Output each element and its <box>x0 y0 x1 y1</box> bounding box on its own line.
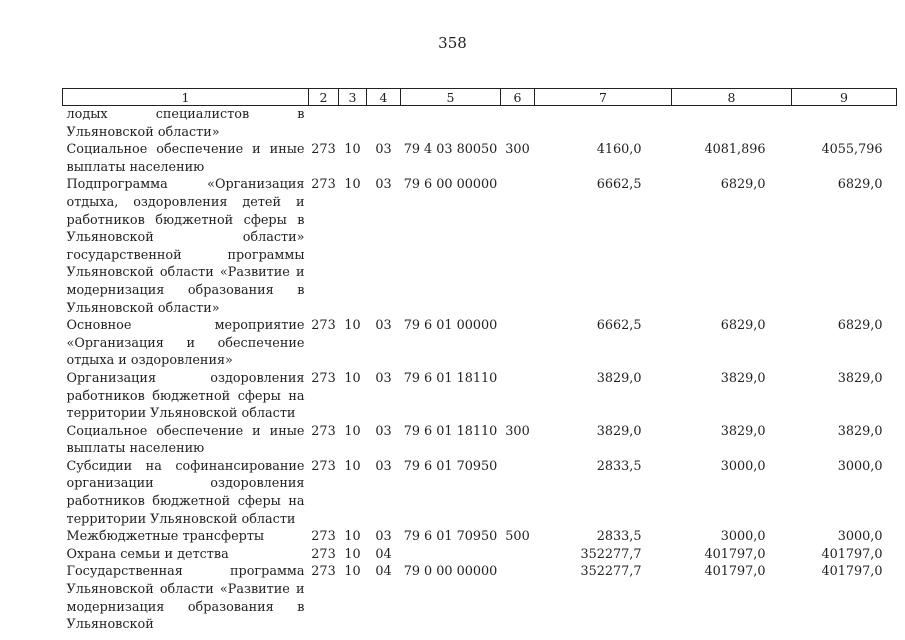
row-name: Подпрограмма «Организация отдыха, оздоровления детей и работников бюджетной сферы в Ульяновской области» государственной программы Ульяновской области «Развитие и модернизация образования в Ульяновской области» <box>66 177 305 316</box>
cell-expense-type <box>501 546 535 564</box>
cell-subsection: 04 <box>375 564 392 580</box>
row-name: Охрана семьи и детства <box>66 546 229 562</box>
cell-ministry: 273 <box>311 564 336 580</box>
table-row <box>63 546 897 564</box>
header-cell: 6 <box>501 89 535 106</box>
cell-amount-7 <box>535 106 672 142</box>
cell-target-article: 79 4 03 80050 <box>403 142 498 158</box>
cell-target-article: 79 6 01 00000 <box>403 318 498 334</box>
header-cell: 5 <box>401 89 501 106</box>
cell-ministry: 273 <box>311 370 336 386</box>
row-name: Основное мероприятие «Организация и обеспечение отдыха и оздоровления» <box>66 318 305 369</box>
cell-amount-9: 3829,0 <box>837 423 883 439</box>
cell-subsection: 03 <box>375 423 392 439</box>
cell-section <box>339 106 367 142</box>
cell-amount-9 <box>792 106 897 142</box>
cell-section: 10 <box>344 370 361 386</box>
table-row <box>63 141 897 176</box>
row-name: Социальное обеспечение и иные выплаты населению <box>66 142 305 175</box>
cell-amount-9: 4055,796 <box>821 142 883 158</box>
cell-amount-8: 401797,0 <box>704 564 766 580</box>
cell-amount-8: 3829,0 <box>720 370 766 386</box>
cell-amount-8: 6829,0 <box>720 318 766 334</box>
cell-expense-type <box>501 106 535 142</box>
cell-target-article: 79 0 00 00000 <box>403 564 498 580</box>
cell-amount-9: 3000,0 <box>837 529 883 545</box>
table-row <box>63 563 897 633</box>
cell-subsection <box>367 106 401 142</box>
table-row <box>63 458 897 528</box>
cell-expense-type: 500 <box>505 529 530 545</box>
cell-amount-7: 6662,5 <box>596 177 642 193</box>
cell-amount-8: 6829,0 <box>720 177 766 193</box>
row-name: лодых специалистов в Ульяновской области» <box>66 107 305 140</box>
cell-amount-8: 4081,896 <box>704 142 766 158</box>
cell-amount-7: 4160,0 <box>596 142 642 158</box>
cell-subsection: 03 <box>375 142 392 158</box>
cell-section: 10 <box>344 142 361 158</box>
cell-expense-type <box>501 458 535 528</box>
header-cell: 8 <box>672 89 792 106</box>
cell-expense-type <box>501 317 535 370</box>
table-row <box>63 370 897 423</box>
cell-expense-type <box>501 176 535 317</box>
table-row <box>63 423 897 458</box>
cell-subsection: 03 <box>375 177 392 193</box>
cell-ministry: 273 <box>311 318 336 334</box>
cell-section: 10 <box>344 529 361 545</box>
header-cell: 9 <box>792 89 897 106</box>
cell-amount-8: 401797,0 <box>704 546 766 562</box>
cell-amount-8: 3000,0 <box>720 458 766 474</box>
cell-amount-8: 3829,0 <box>720 423 766 439</box>
cell-amount-7: 352277,7 <box>580 546 642 562</box>
header-cell: 4 <box>367 89 401 106</box>
cell-ministry <box>309 106 339 142</box>
cell-section: 10 <box>344 458 361 474</box>
row-name: Социальное обеспечение и иные выплаты населению <box>66 423 305 457</box>
cell-amount-7: 6662,5 <box>596 318 642 334</box>
cell-amount-7: 2833,5 <box>596 529 642 545</box>
cell-target-article <box>401 546 501 564</box>
cell-expense-type: 300 <box>505 142 530 158</box>
cell-target-article: 79 6 01 18110 <box>403 423 498 439</box>
cell-section: 10 <box>344 423 361 439</box>
cell-target-article: 79 6 01 18110 <box>403 370 498 386</box>
cell-expense-type <box>501 370 535 423</box>
cell-target-article: 79 6 00 00000 <box>403 177 498 193</box>
table-row <box>63 106 897 142</box>
cell-amount-9: 3829,0 <box>837 370 883 386</box>
cell-ministry: 273 <box>311 458 336 474</box>
cell-amount-9: 6829,0 <box>837 177 883 193</box>
cell-target-article: 79 6 01 70950 <box>403 458 498 474</box>
cell-amount-7: 3829,0 <box>596 370 642 386</box>
header-cell: 1 <box>63 89 309 106</box>
cell-amount-9: 401797,0 <box>821 564 883 580</box>
cell-amount-9: 401797,0 <box>821 546 883 562</box>
row-name: Субсидии на софинансирование организации оздоровления работников бюджетной сферы на территории Ульяновской области <box>66 458 305 527</box>
cell-ministry: 273 <box>311 529 336 545</box>
cell-target-article <box>401 106 501 142</box>
page-number: 358 <box>438 34 467 52</box>
table-row <box>63 317 897 370</box>
table-row <box>63 176 897 317</box>
row-name: Межбюджетные трансферты <box>66 529 265 545</box>
cell-target-article: 79 6 01 70950 <box>403 529 498 545</box>
cell-subsection: 03 <box>375 529 392 545</box>
cell-section: 10 <box>344 177 361 193</box>
cell-section: 10 <box>344 546 361 562</box>
header-cell: 3 <box>339 89 367 106</box>
budget-table <box>62 88 896 634</box>
cell-ministry: 273 <box>311 142 336 158</box>
cell-amount-7: 2833,5 <box>596 458 642 474</box>
cell-subsection: 03 <box>375 370 392 386</box>
cell-ministry: 273 <box>311 423 336 439</box>
cell-amount-9: 6829,0 <box>837 318 883 334</box>
cell-expense-type: 300 <box>505 423 530 439</box>
row-name: Организация оздоровления работников бюджетной сферы на территории Ульяновской области <box>66 370 305 422</box>
cell-subsection: 03 <box>375 458 392 474</box>
cell-section: 10 <box>344 564 361 580</box>
cell-amount-8 <box>672 106 792 142</box>
cell-subsection: 03 <box>375 318 392 334</box>
header-cell: 2 <box>309 89 339 106</box>
row-name: Государственная программа Ульяновской области «Развитие и модернизация образования в Ульяновской <box>66 564 305 633</box>
header-cell: 7 <box>535 89 672 106</box>
cell-amount-9: 3000,0 <box>837 458 883 474</box>
cell-amount-8: 3000,0 <box>720 529 766 545</box>
cell-amount-7: 3829,0 <box>596 423 642 439</box>
table-row <box>63 528 897 546</box>
cell-ministry: 273 <box>311 177 336 193</box>
cell-amount-7: 352277,7 <box>580 564 642 580</box>
cell-expense-type <box>501 563 535 633</box>
cell-section: 10 <box>344 318 361 334</box>
cell-ministry: 273 <box>311 546 336 562</box>
table-header <box>63 89 897 106</box>
cell-subsection: 04 <box>375 546 392 562</box>
